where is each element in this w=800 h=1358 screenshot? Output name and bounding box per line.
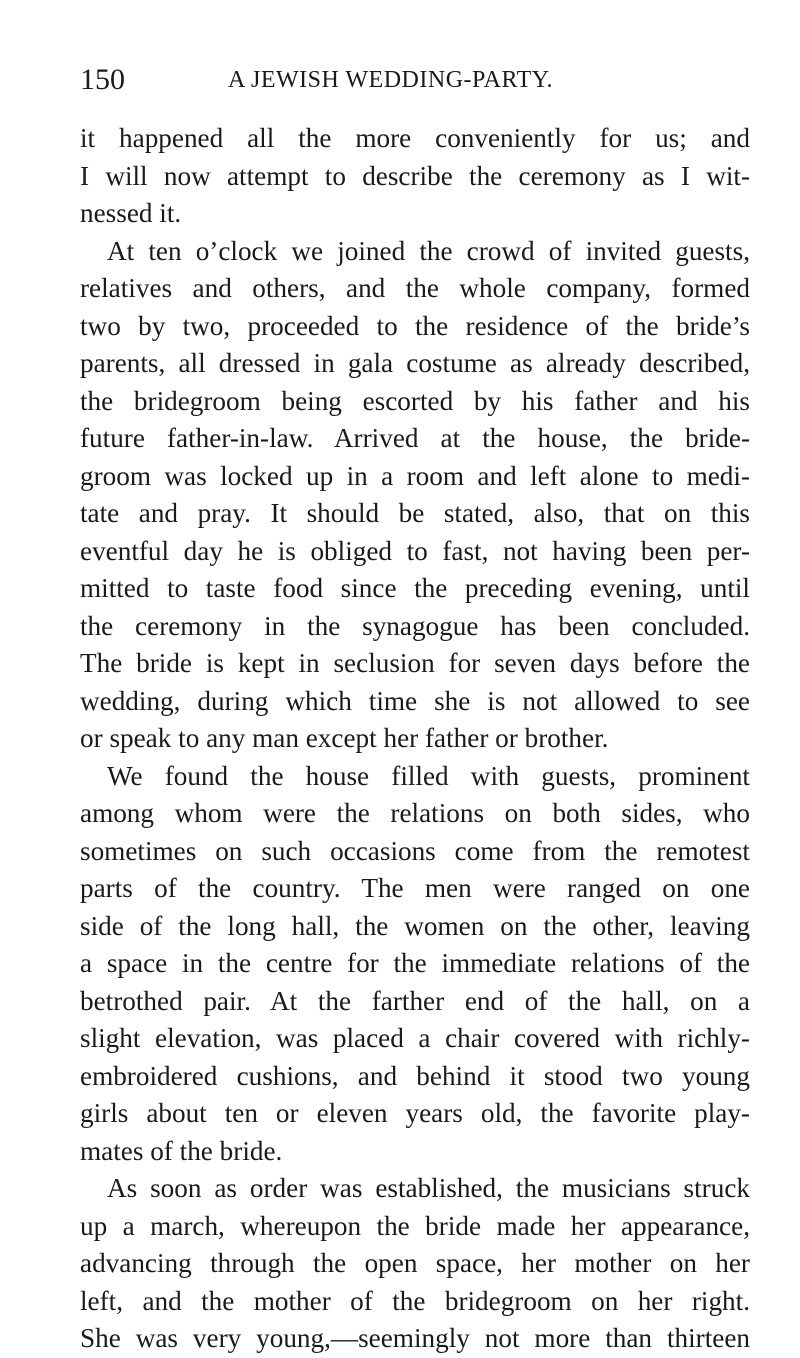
text-line: girls about ten or eleven years old, the favorite play-: [80, 1098, 750, 1128]
body-text: [80, 120, 750, 1358]
text-line: I will now attempt to describe the ceremony as I wit-: [80, 160, 750, 191]
text-line: parts of the country. The men were ranged on one: [80, 873, 750, 903]
text-line: As soon as order was established, the musicians struck: [107, 1173, 750, 1203]
text-line: The bride is kept in seclusion for seven days before the: [80, 648, 750, 678]
text-line: We found the house filled with guests, prominent: [107, 760, 750, 791]
text-line: among whom were the relations on both sides, who: [80, 798, 750, 828]
text-line: the bridegroom being escorted by his father and his: [80, 385, 750, 416]
text-line: wedding, during which time she is not allowed to see: [80, 685, 750, 716]
text-line: the ceremony in the synagogue has been concluded.: [80, 610, 750, 641]
text-line: eventful day he is obliged to fast, not having been per-: [80, 535, 750, 566]
text-line: mitted to taste food since the preceding evening, until: [80, 573, 750, 603]
text-line: At ten o’clock we joined the crowd of invited guests,: [107, 235, 750, 266]
text-line: up a march, whereupon the bride made her appearance,: [80, 1210, 750, 1241]
running-head: A JEWISH WEDDING-PARTY.: [228, 67, 553, 93]
page-number: 150: [80, 63, 125, 96]
text-line: left, and the mother of the bridegroom on her right.: [80, 1285, 750, 1316]
text-line: sometimes on such occasions come from the remotest: [80, 835, 750, 866]
page-header: [80, 60, 750, 100]
text-line: slight elevation, was placed a chair covered with richly-: [80, 1023, 750, 1053]
text-line: a space in the centre for the immediate relations of the: [80, 948, 750, 978]
text-line: or speak to any man except her father or brother.: [80, 723, 609, 753]
text-line: mates of the bride.: [80, 1135, 283, 1166]
text-line: future father-in-law. Arrived at the house, the bride-: [80, 423, 750, 453]
text-line: nessed it.: [80, 198, 182, 228]
text-line: two by two, proceeded to the residence of the bride’s: [80, 310, 750, 341]
text-line: embroidered cushions, and behind it stood two young: [80, 1060, 750, 1091]
text-line: relatives and others, and the whole company, formed: [80, 273, 750, 303]
text-line: side of the long hall, the women on the other, leaving: [80, 910, 750, 941]
text-line: betrothed pair. At the farther end of the hall, on a: [80, 985, 750, 1016]
text-line: tate and pray. It should be stated, also, that on this: [80, 498, 750, 528]
text-line: it happened all the more conveniently for us; and: [80, 123, 750, 153]
text-line: advancing through the open space, her mother on her: [80, 1248, 750, 1278]
text-line: She was very young,—seemingly not more than thirteen: [80, 1323, 750, 1353]
text-line: groom was locked up in a room and left alone to medi-: [80, 460, 750, 491]
text-line: parents, all dressed in gala costume as already described,: [80, 348, 750, 378]
